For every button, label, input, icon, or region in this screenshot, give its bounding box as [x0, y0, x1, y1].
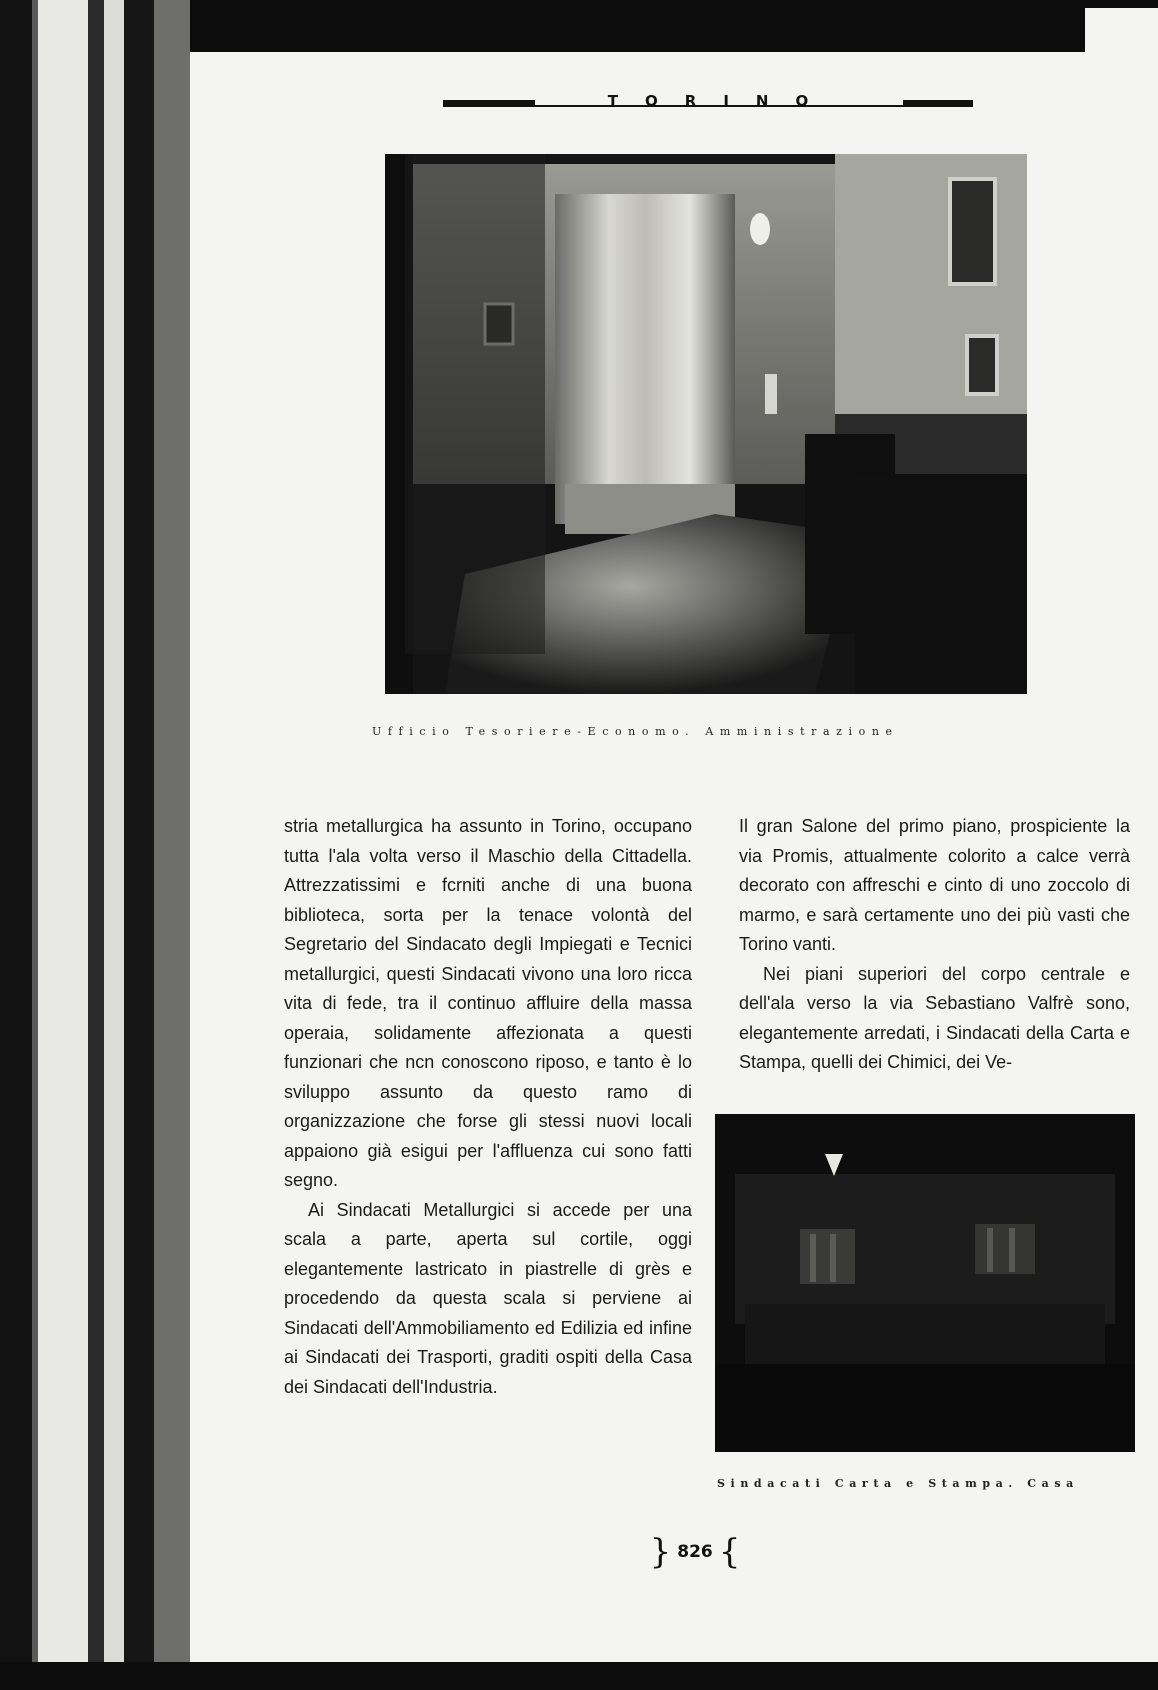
- scan-left-page-edges: [0, 0, 190, 1690]
- left-paragraph-2: Ai Sindacati Metallurgici si accede per una scala a parte, aperta sul cortile, oggi elegantemente lastricato in piastrelle di grès e procedendo da questa scala si perviene ai Sindacati dell'Ammobiliamento ed Edilizia ed infine ai Sindacati dei Trasporti, graditi ospiti della Casa dei Sindacati dell'Industria.: [284, 1199, 692, 1397]
- top-photo-caption: Ufficio Tesoriere-Economo. Amministrazione: [372, 725, 899, 738]
- folio-number: 826: [677, 1542, 713, 1562]
- right-text-column: [739, 812, 1130, 1078]
- left-text-column: [284, 812, 692, 1402]
- running-head: [443, 92, 973, 112]
- bottom-photo-caption: Sindacati Carta e Stampa. Casa: [717, 1477, 1079, 1490]
- scan-top-edge-notch: [1085, 0, 1158, 8]
- page-number: [649, 1532, 741, 1572]
- office-interior-photo: [385, 154, 1027, 694]
- union-room-photo: [715, 1114, 1135, 1452]
- folio-left-brace: }: [649, 1532, 672, 1572]
- folio-right-brace: {: [718, 1532, 741, 1572]
- right-paragraph-2: Nei piani superiori del corpo centrale e dell'ala verso la via Sebastiano Valfrè sono, elegantemente arredati, i Sindacati della Carta e Stampa, quelli dei Chimici, dei Ve-: [739, 963, 1130, 1072]
- running-head-title: TORINO: [607, 92, 836, 110]
- left-paragraph-1: stria metallurgica ha assunto in Torino, occupano tutta l'ala volta verso il Maschio della Cittadella. Attrezzatissimi e fcrniti anche di una buona biblioteca, sorta per la tenace volontà del Segretario del Sindacato degli Impiegati e Tecnici metallurgici, questi Sindacati vivono una loro ricca vita di fede, tra il continuo affluire della massa operaia, solidamente affezionata a questi funzionari che ncn conoscono riposo, e tanto è lo sviluppo assunto da questo ramo di organizzazione che forse gli stessi nuovi locali appaiono già esigui per l'affluenza cui sono fatti segno.: [284, 816, 692, 1190]
- right-paragraph-1: Il gran Salone del primo piano, prospiciente la via Promis, attualmente colorito a calce verrà decorato con affreschi e cinto di uno zoccolo di marmo, e sarà certamente uno dei più vasti che Torino vanti.: [739, 816, 1130, 954]
- scan-bottom-edge: [0, 1662, 1158, 1690]
